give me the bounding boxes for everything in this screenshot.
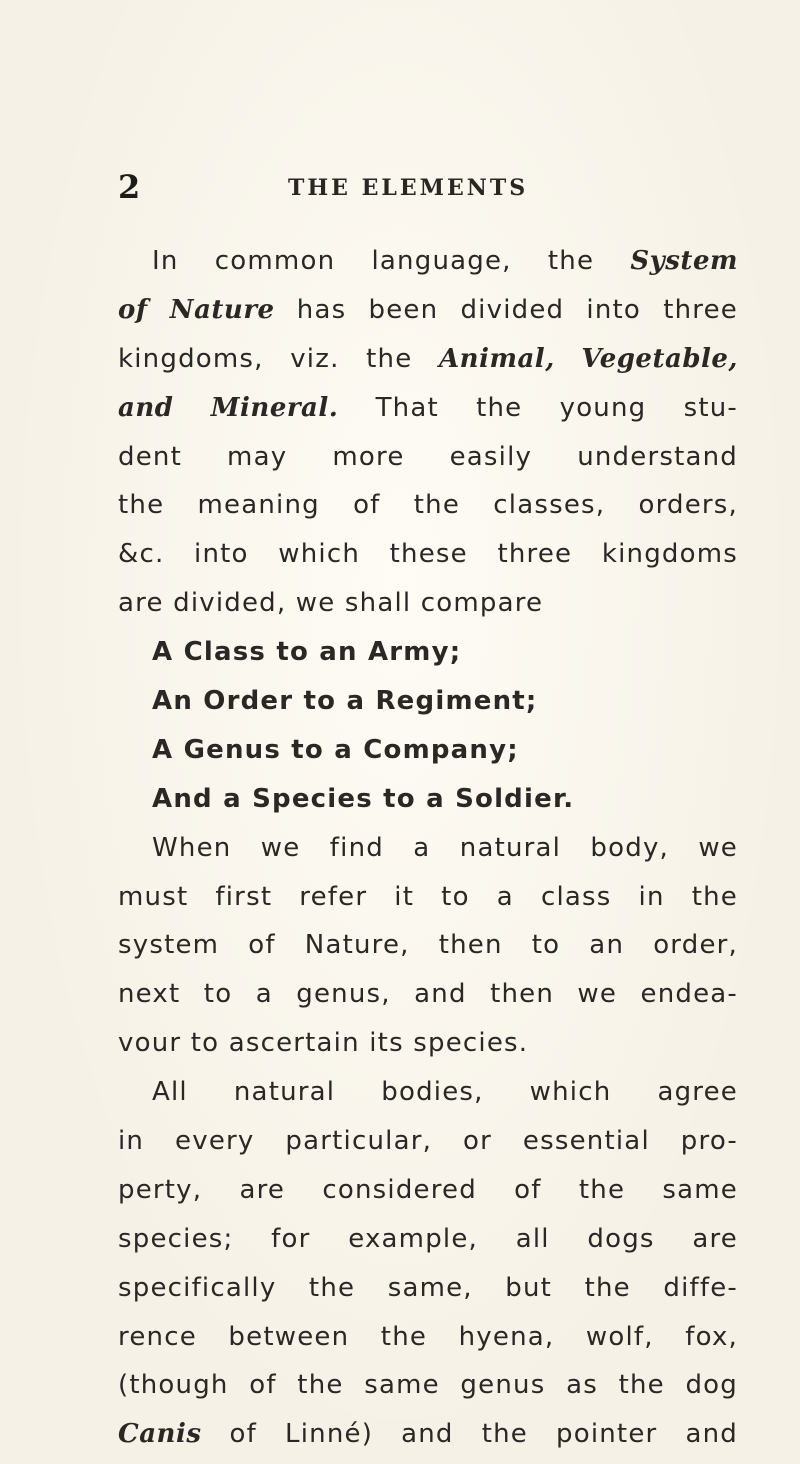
- text-line: the meaning of the classes, orders,: [118, 490, 738, 521]
- text-line: &c. into which these three kingdoms: [118, 539, 738, 570]
- text-line: specifically the same, but the diffe-: [118, 1272, 738, 1303]
- text-line: next to a genus, and then we endea-: [118, 979, 738, 1010]
- comparison-line: A Class to an Army;: [152, 637, 462, 668]
- comparison-line: An Order to a Regiment;: [152, 686, 538, 717]
- italic-term: Canis: [118, 1419, 202, 1450]
- text-line: species; for example, all dogs are: [118, 1223, 738, 1254]
- text-line: [118, 384, 738, 433]
- text-span: In common language, the: [152, 246, 631, 276]
- page-number: 2: [118, 168, 141, 206]
- italic-term: of Nature: [118, 294, 275, 325]
- italic-term: System: [630, 246, 738, 276]
- text-span: of Linné) and the pointer and: [201, 1419, 738, 1450]
- page-header: [118, 167, 678, 207]
- text-line: All natural bodies, which agree: [152, 1077, 738, 1108]
- text-line: When we find a natural body, we: [152, 832, 738, 863]
- text-line: system of Nature, then to an order,: [118, 930, 738, 961]
- text-line: are divided, we shall compare: [118, 588, 544, 619]
- text-span: That the young stu-: [338, 392, 739, 423]
- text-line: must first refer it to a class in the: [118, 881, 738, 912]
- text-line: [118, 237, 738, 286]
- text-span: has been divided into three: [274, 294, 738, 325]
- text-line: [118, 1410, 738, 1459]
- comparison-line: A Genus to a Company;: [152, 734, 519, 765]
- italic-term: and Mineral.: [118, 392, 339, 423]
- text-line: [118, 286, 738, 335]
- text-line: (though of the same genus as the dog: [118, 1370, 738, 1401]
- text-line: in every particular, or essential pro-: [118, 1126, 738, 1157]
- text-line: rence between the hyena, wolf, fox,: [118, 1321, 738, 1352]
- comparison-line: And a Species to a Soldier.: [152, 783, 575, 814]
- text-line: perty, are considered of the same: [118, 1174, 738, 1205]
- text-line: [118, 335, 738, 384]
- text-line: vour to ascertain its species.: [118, 1028, 529, 1059]
- text-span: kingdoms, viz. the: [118, 343, 439, 374]
- body-text: [118, 237, 738, 1459]
- italic-term: Animal, Vegetable,: [439, 343, 738, 374]
- text-line: dent may more easily understand: [118, 441, 738, 472]
- running-head: THE ELEMENTS: [288, 175, 529, 201]
